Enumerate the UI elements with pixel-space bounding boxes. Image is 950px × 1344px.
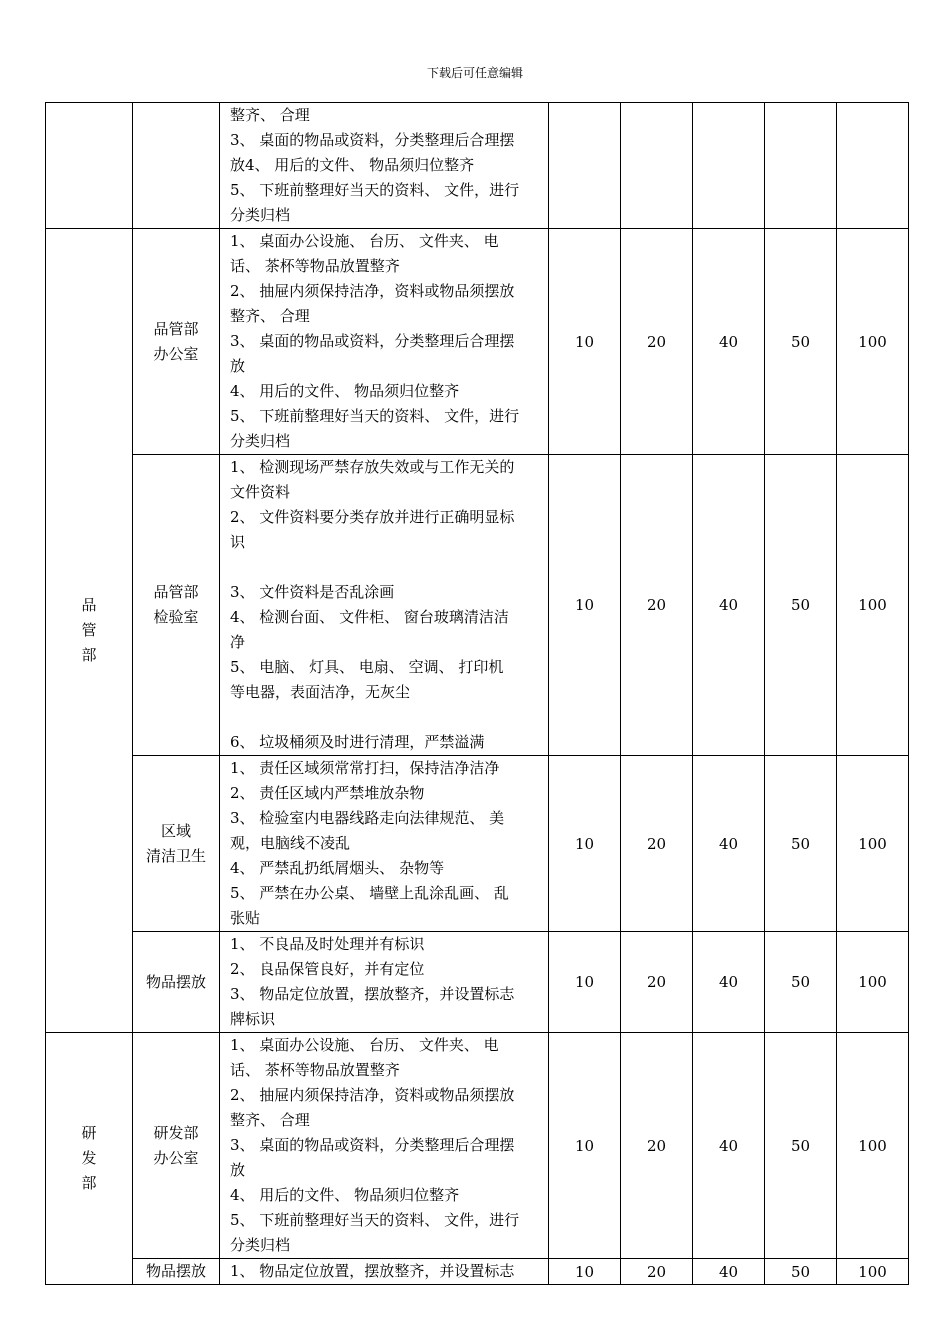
requirement-line: 5、 下班前整理好当天的资料、 文件，进行	[230, 1211, 520, 1229]
requirement-line	[230, 705, 542, 730]
score-cell: 20	[621, 1259, 693, 1285]
score-cell: 10	[549, 229, 621, 455]
requirement-line: 话、 茶杯等物品放置整齐	[230, 1061, 400, 1079]
requirement-line: 文件资料	[230, 483, 291, 501]
score-cell: 100	[837, 455, 909, 756]
requirement-line: 3、 文件资料是否乱涂画	[230, 583, 395, 601]
requirement-cell	[220, 756, 549, 932]
requirement-line: 牌标识	[230, 1010, 276, 1028]
score-cell: 100	[837, 1259, 909, 1285]
score-cell: 40	[693, 756, 765, 932]
score-cell: 40	[693, 1033, 765, 1259]
requirement-line: 1、 桌面办公设施、 台历、 文件夹、 电	[230, 1036, 499, 1054]
requirement-line: 3、 检验室内电器线路走向法律规范、 美	[230, 809, 505, 827]
requirement-line: 2、 责任区域内严禁堆放杂物	[230, 784, 425, 802]
score-cell: 100	[837, 756, 909, 932]
requirement-line: 2、 文件资料要分类存放并进行正确明显标	[230, 508, 515, 526]
requirement-line: 分类归档	[230, 206, 291, 224]
requirement-line: 3、 桌面的物品或资料，分类整理后合理摆	[230, 131, 515, 149]
area-cell	[133, 756, 220, 932]
requirement-line: 放	[230, 357, 246, 375]
requirement-line: 4、 严禁乱扔纸屑烟头、 杂物等	[230, 859, 445, 877]
area-cell	[133, 1033, 220, 1259]
area-cell	[133, 455, 220, 756]
requirement-line: 4、 检测台面、 文件柜、 窗台玻璃清洁洁	[230, 608, 509, 626]
score-cell: 50	[765, 455, 837, 756]
requirement-line: 1、 物品定位放置，摆放整齐，并设置标志	[230, 1262, 515, 1280]
table-row	[46, 455, 909, 756]
requirement-cell	[220, 455, 549, 756]
requirement-line: 观，电脑线不凌乱	[230, 834, 351, 852]
area-label: 品管部	[153, 583, 199, 601]
requirement-line: 放4、 用后的文件、 物品须归位整齐	[230, 156, 475, 174]
requirement-line: 整齐、 合理	[230, 106, 310, 124]
requirement-line: 3、 物品定位放置，摆放整齐，并设置标志	[230, 985, 515, 1003]
page-header: 下载后可任意编辑	[426, 66, 523, 80]
requirement-cell	[220, 229, 549, 455]
score-cell: 40	[693, 1259, 765, 1285]
requirement-line: 2、 良品保管良好，并有定位	[230, 960, 425, 978]
table-row	[46, 1033, 909, 1259]
requirement-line: 识	[230, 533, 246, 551]
area-label: 检验室	[153, 608, 199, 626]
department-char: 研	[81, 1124, 97, 1142]
score-cell: 20	[621, 756, 693, 932]
requirement-line: 1、 责任区域须常常打扫，保持洁净洁净	[230, 759, 500, 777]
requirement-line: 3、 桌面的物品或资料，分类整理后合理摆	[230, 332, 515, 350]
table-row	[46, 932, 909, 1033]
score-cell	[549, 103, 621, 229]
department-cell	[46, 229, 133, 1033]
area-label: 品管部	[153, 319, 199, 338]
score-cell	[837, 103, 909, 229]
score-cell: 50	[765, 932, 837, 1033]
requirement-line	[230, 555, 542, 580]
requirement-line: 5、 下班前整理好当天的资料、 文件，进行	[230, 181, 520, 199]
inspection-table	[45, 102, 909, 1285]
area-label: 物品摆放	[145, 1262, 206, 1280]
department-char: 部	[81, 1174, 97, 1192]
requirement-line: 5、 电脑、 灯具、 电扇、 空调、 打印机	[230, 658, 504, 676]
score-cell: 50	[765, 756, 837, 932]
score-cell: 100	[837, 229, 909, 455]
requirement-line: 1、 检测现场严禁存放失效或与工作无关的	[230, 458, 515, 476]
table-row	[46, 103, 909, 229]
requirement-line: 2、 抽屉内须保持洁净，资料或物品须摆放	[230, 1086, 515, 1104]
requirement-line: 5、 下班前整理好当天的资料、 文件，进行	[230, 407, 520, 425]
score-cell: 50	[765, 229, 837, 455]
score-cell: 40	[693, 932, 765, 1033]
requirement-line: 话、 茶杯等物品放置整齐	[230, 257, 400, 275]
requirement-line: 6、 垃圾桶须及时进行清理，严禁溢满	[230, 733, 485, 751]
requirement-line: 5、 严禁在办公桌、 墙壁上乱涂乱画、 乱	[230, 884, 509, 902]
department-char: 管	[81, 621, 97, 639]
score-cell: 20	[621, 455, 693, 756]
requirement-cell	[220, 1259, 549, 1285]
area-label: 清洁卫生	[145, 846, 206, 865]
score-cell: 20	[621, 932, 693, 1033]
requirement-line: 张贴	[230, 909, 261, 927]
area-label: 区域	[160, 821, 191, 840]
score-cell: 10	[549, 1259, 621, 1285]
area-label: 物品摆放	[145, 972, 206, 991]
area-cell	[133, 1259, 220, 1285]
score-cell: 10	[549, 1033, 621, 1259]
department-cell	[46, 103, 133, 229]
requirement-line: 3、 桌面的物品或资料，分类整理后合理摆	[230, 1136, 515, 1154]
requirement-line: 1、 桌面办公设施、 台历、 文件夹、 电	[230, 232, 499, 250]
requirement-line: 整齐、 合理	[230, 307, 310, 325]
department-char: 发	[81, 1149, 97, 1167]
department-cell	[46, 1033, 133, 1285]
score-cell	[765, 103, 837, 229]
requirement-cell	[220, 1033, 549, 1259]
requirement-line: 2、 抽屉内须保持洁净，资料或物品须摆放	[230, 282, 515, 300]
area-label: 研发部	[153, 1123, 199, 1142]
score-cell: 50	[765, 1033, 837, 1259]
area-label: 办公室	[153, 344, 199, 363]
score-cell: 40	[693, 455, 765, 756]
score-cell	[693, 103, 765, 229]
requirement-line: 4、 用后的文件、 物品须归位整齐	[230, 382, 460, 400]
department-char: 部	[81, 646, 97, 664]
requirement-line: 放	[230, 1161, 246, 1179]
area-cell	[133, 932, 220, 1033]
requirement-line: 净	[230, 633, 246, 651]
area-label: 办公室	[153, 1148, 199, 1167]
area-cell	[133, 103, 220, 229]
table-row	[46, 1259, 909, 1285]
score-cell: 100	[837, 932, 909, 1033]
requirement-line: 分类归档	[230, 432, 291, 450]
area-cell	[133, 229, 220, 455]
requirement-cell	[220, 103, 549, 229]
department-char: 品	[81, 596, 97, 614]
requirement-line: 1、 不良品及时处理并有标识	[230, 935, 425, 953]
score-cell: 50	[765, 1259, 837, 1285]
requirement-line: 4、 用后的文件、 物品须归位整齐	[230, 1186, 460, 1204]
score-cell: 10	[549, 756, 621, 932]
score-cell: 10	[549, 932, 621, 1033]
score-cell: 20	[621, 229, 693, 455]
score-cell: 100	[837, 1033, 909, 1259]
requirement-line: 等电器，表面洁净，无灰尘	[230, 683, 411, 701]
requirement-cell	[220, 932, 549, 1033]
requirement-line: 整齐、 合理	[230, 1111, 310, 1129]
score-cell: 40	[693, 229, 765, 455]
table-row	[46, 756, 909, 932]
score-cell: 10	[549, 455, 621, 756]
score-cell: 20	[621, 1033, 693, 1259]
requirement-line: 分类归档	[230, 1236, 291, 1254]
table-row	[46, 229, 909, 455]
score-cell	[621, 103, 693, 229]
